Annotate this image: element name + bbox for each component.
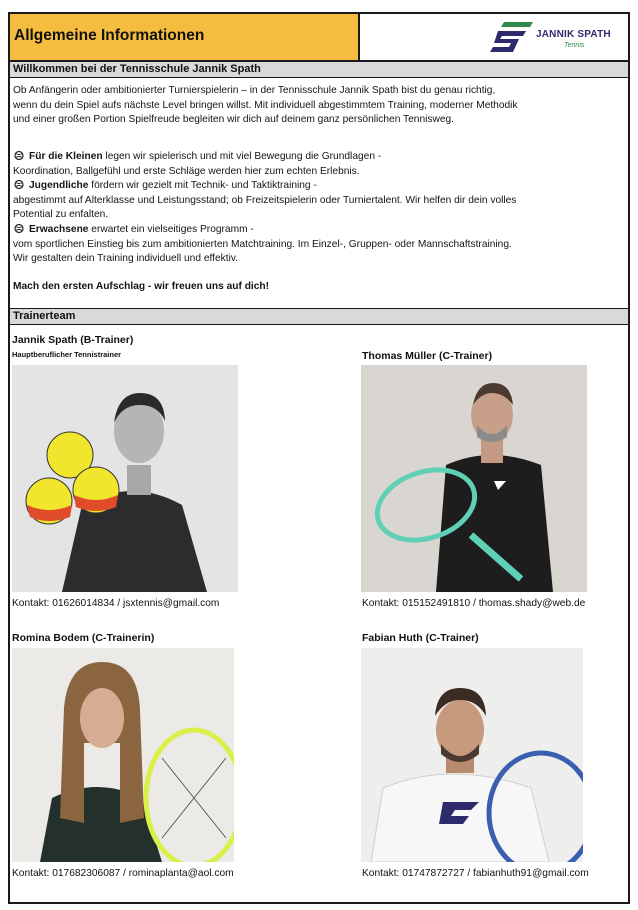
logo <box>488 20 620 56</box>
document-frame <box>8 12 630 904</box>
trainer-contact-thomas: Kontakt: 015152491810 / thomas.shady@web.de <box>362 598 586 609</box>
section-heading-welcome: Willkommen bei der Tennisschule Jannik Spath <box>13 63 261 75</box>
youth-line-3: Potential zu enfalten. <box>13 209 109 221</box>
closing-line: Mach den ersten Aufschlag - wir freuen uns auf dich! <box>13 281 270 292</box>
trainer-name-romina: Romina Bodem (C-Trainerin) <box>12 632 155 644</box>
section-heading-team: Trainerteam <box>13 310 76 322</box>
jannik-spath-logo-icon <box>488 20 534 56</box>
trainer-contact-fabian: Kontakt: 01747872727 / fabianhuth91@gmail.com <box>362 868 589 879</box>
program-kids <box>13 150 625 165</box>
kids-text: legen wir spielerisch und mit viel Bewegung die Grundlagen - <box>102 151 382 162</box>
tennis-ball-icon <box>13 180 25 189</box>
youth-line-2: abgestimmt auf Alterklasse und Leistungsstand; ob Freizeitspielerin oder Turniertalent. Wir helfen dir dein volles <box>13 194 517 206</box>
section-bar-team <box>10 308 628 325</box>
kids-line-2: Koordination, Ballgefühl und erste Schläge werden hier zum echten Erlebnis. <box>13 165 360 177</box>
logo-name: JANNIK SPATH <box>536 29 611 40</box>
intro-line: Ob Anfängerin oder ambitionierter Turnierspielerin – in der Tennisschule Jannik Spath bist du genau richtig, <box>13 85 496 96</box>
kids-bold: Für die Kleinen <box>29 151 103 162</box>
adults-text: erwartet ein vielseitiges Programm - <box>88 223 254 235</box>
program-adults <box>13 223 625 238</box>
logo-subtitle: Tennis <box>564 42 585 49</box>
page-title: Allgemeine Informationen <box>14 27 205 44</box>
adults-line-3: Wir gestalten dein Training individuell und effektiv. <box>13 253 239 265</box>
intro-paragraph <box>13 84 625 128</box>
trainer-photo-fabian <box>361 648 583 862</box>
trainer-photo-thomas <box>361 365 587 592</box>
trainer-name-jannik: Jannik Spath (B-Trainer) <box>12 334 134 346</box>
trainer-name-thomas: Thomas Müller (C-Trainer) <box>362 350 493 362</box>
section-bar-welcome <box>10 62 628 78</box>
adults-bold: Erwachsene <box>29 223 89 235</box>
youth-bold: Jugendliche <box>29 180 89 192</box>
tennis-ball-icon <box>13 151 25 160</box>
trainer-name-fabian: Fabian Huth (C-Trainer) <box>362 632 479 644</box>
tennis-ball-icon <box>13 224 25 233</box>
trainer-contact-jannik: Kontakt: 01626014834 / jsxtennis@gmail.com <box>12 598 220 609</box>
intro-line: wenn du dein Spiel aufs nächste Level bringen willst. Mit individuell abgestimmtem Training, moderner Methodik <box>13 99 518 111</box>
header <box>10 14 628 62</box>
intro-line: und einer großen Portion Spielfreude begleiten wir dich auf deinem ganz persönlichen Tennisweg. <box>13 114 454 126</box>
trainer-photo-jannik <box>12 365 238 592</box>
trainer-contact-romina: Kontakt: 017682306087 / rominaplanta@aol.com <box>12 868 234 879</box>
title-box <box>10 14 360 60</box>
program-youth <box>13 179 625 194</box>
adults-line-2: vom sportlichen Einstieg bis zum ambitionierten Matchtraining. Im Einzel-, Gruppen- oder Mannschaftstraining. <box>13 238 512 250</box>
youth-text: fördern wir gezielt mit Technik- und Taktiktraining - <box>88 180 317 192</box>
program-list <box>13 150 625 267</box>
trainer-subtitle-jannik: Hauptberuflicher Tennistrainer <box>12 350 122 359</box>
trainer-photo-romina <box>12 648 234 862</box>
